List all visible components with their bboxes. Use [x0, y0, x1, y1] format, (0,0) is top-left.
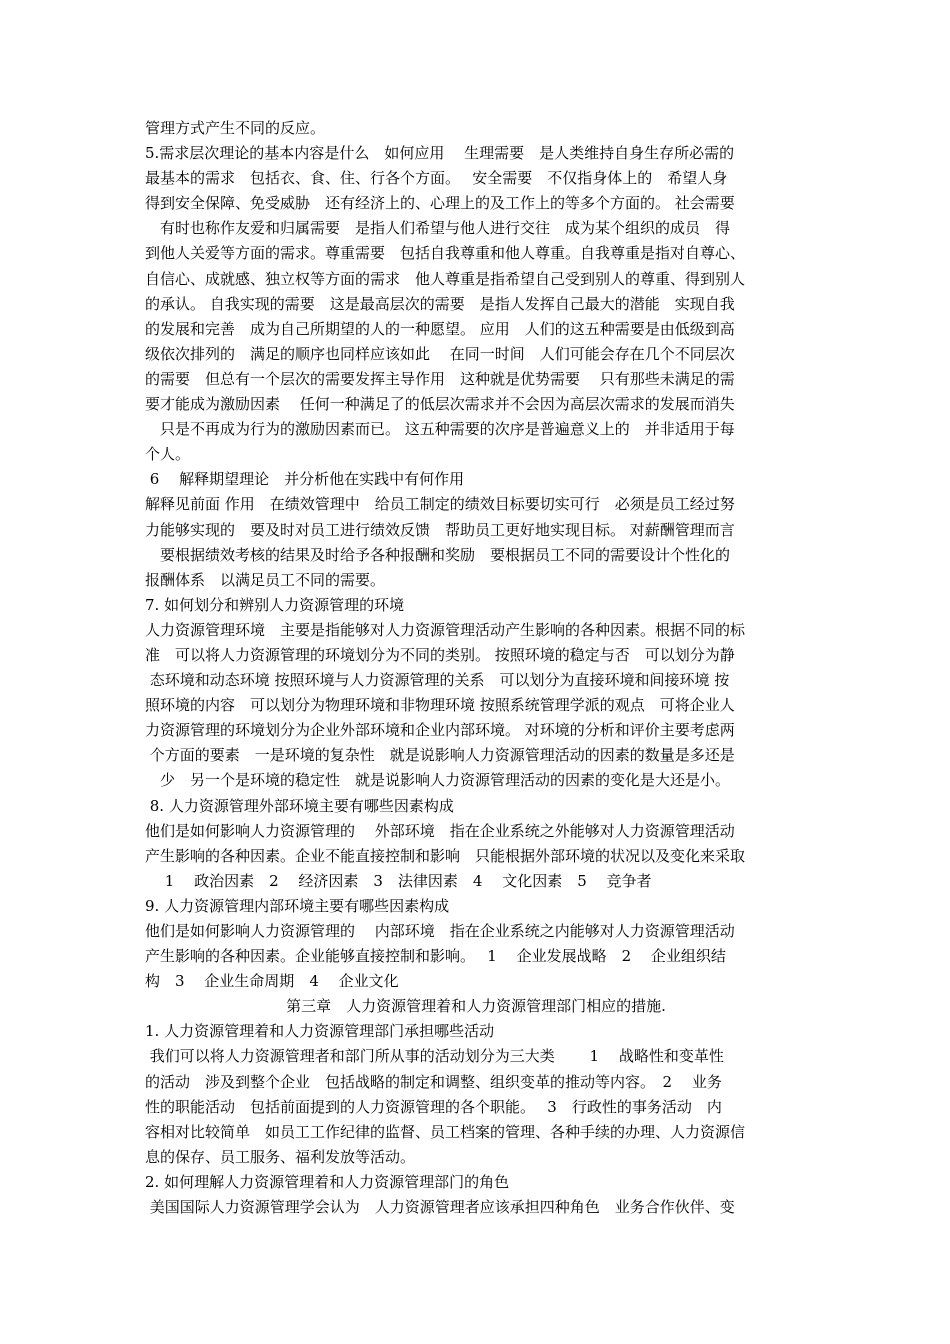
text-line: 1 政治因素 2 经济因素 3 法律因素 4 文化因素 5 竞争者: [145, 871, 652, 890]
text-line: 人力资源管理环境 主要是指能够对人力资源管理活动产生影响的各种因素。根据不同的标: [145, 620, 746, 639]
question-heading: 1. 人力资源管理着和人力资源管理部门承担哪些活动: [145, 1022, 495, 1041]
text-line: 他们是如何影响人力资源管理的 外部环境 指在企业系统之外能够对人力资源管理活动: [145, 821, 735, 840]
text-line: 容相对比较简单 如员工工作纪律的监督、员工档案的管理、各种手续的办理、人力资源信: [145, 1122, 746, 1141]
text-line: 管理方式产生不同的反应。: [145, 119, 326, 137]
text-line: 个方面的要素 一是环境的复杂性 就是说影响人力资源管理活动的因素的数量是多还是: [145, 746, 735, 765]
text-line: 得到安全保障、免受威胁 还有经济上的、心理上的及工作上的等多个方面的。 社会需要: [145, 194, 735, 213]
text-line: 最基本的需求 包括衣、食、住、行各个方面。 安全需要 不仅指身体上的 希望人身: [145, 169, 728, 188]
text-line: 构 3 企业生命周期 4 企业文化: [145, 972, 399, 991]
question-heading: 8. 人力资源管理外部环境主要有哪些因素构成: [145, 796, 454, 815]
text-line: 报酬体系 以满足员工不同的需要。: [145, 570, 386, 589]
text-line: 态环境和动态环境 按照环境与人力资源管理的关系 可以划分为直接环境和间接环境 按: [145, 671, 730, 690]
text-line: 的发展和完善 成为自己所期望的人的一种愿望。 应用 人们的这五种需要是由低级到高: [145, 319, 735, 338]
text-line: 照环境的内容 可以划分为物理环境和非物理环境 按照系统管理学派的观点 可将企业人: [145, 696, 735, 715]
text-line: 有时也称作友爱和归属需要 是指人们希望与他人进行交往 成为某个组织的成员 得: [145, 219, 731, 238]
text-line: 他们是如何影响人力资源管理的 内部环境 指在企业系统之内能够对人力资源管理活动: [145, 922, 735, 940]
text-line: 的承认。 自我实现的需要 这是最高层次的需要 是指人发挥自己最大的潜能 实现自我: [145, 294, 735, 313]
question-heading: 6 解释期望理论 并分析他在实践中有何作用: [145, 470, 465, 489]
text-line: 的活动 涉及到整个企业 包括战略的制定和调整、组织变革的推动等内容。 2 业务: [145, 1072, 722, 1091]
question-heading: 2. 如何理解人力资源管理着和人力资源管理部门的角色: [145, 1172, 510, 1191]
text-line: 要才能成为激励因素 任何一种满足了的低层次需求并不会因为高层次需求的发展而消失: [145, 395, 735, 414]
text-line: 解释见前面 作用 在绩效管理中 给员工制定的绩效目标要切实可行 必须是员工经过努: [145, 495, 735, 514]
question-heading: 7. 如何划分和辨别人力资源管理的环境: [145, 595, 405, 614]
text-line: 自信心、成就感、独立权等方面的需求 他人尊重是指希望自己受到别人的尊重、得到别人: [145, 269, 746, 288]
text-line: 我们可以将人力资源管理者和部门所从事的活动划分为三大类 1 战略性和变革性: [145, 1047, 724, 1066]
text-line: 息的保存、员工服务、福利发放等活动。: [145, 1147, 416, 1166]
text-line: 级依次排列的 满足的顺序也同样应该如此 在同一时间 人们可能会存在几个不同层次: [145, 344, 735, 363]
text-line: 力能够实现的 要及时对员工进行绩效反馈 帮助员工更好地实现目标。 对薪酬管理而言: [145, 520, 735, 539]
text-line: 产生影响的各种因素。企业能够直接控制和影响。 1 企业发展战略 2 企业组织结: [145, 947, 726, 966]
text-line: 性的职能活动 包括前面提到的人力资源管理的各个职能。 3 行政性的事务活动 内: [145, 1097, 722, 1116]
text-line: 少 另一个是环境的稳定性 就是说影响人力资源管理活动的因素的变化是大还是小。: [145, 771, 731, 790]
text-line: 美国国际人力资源管理学会认为 人力资源管理者应该承担四种角色 业务合作伙伴、变: [145, 1198, 735, 1217]
text-line: 力资源管理的环境划分为企业外部环境和企业内部环境。 对环境的分析和评价主要考虑两: [145, 721, 735, 740]
text-line: 的需要 但总有一个层次的需要发挥主导作用 这种就是优势需要 只有那些未满足的需: [145, 369, 735, 388]
text-line: 准 可以将人力资源管理的环境划分为不同的类别。 按照环境的稳定与否 可以划分为静: [145, 645, 735, 664]
chapter-heading: 第三章 人力资源管理着和人力资源管理部门相应的措施.: [286, 997, 666, 1016]
text-line: 产生影响的各种因素。企业不能直接控制和影响 只能根据外部环境的状况以及变化来采取: [145, 846, 746, 865]
document-body: [145, 116, 807, 1220]
question-heading: 5.需求层次理论的基本内容是什么 如何应用 生理需要 是人类维持自身生存所必需的: [145, 144, 735, 163]
question-heading: 9. 人力资源管理内部环境主要有哪些因素构成: [145, 896, 450, 915]
text-line: 到他人关爱等方面的需求。尊重需要 包括自我尊重和他人尊重。自我尊重是指对自尊心、: [145, 244, 746, 263]
text-line: 要根据绩效考核的结果及时给予各种报酬和奖励 要根据员工不同的需要设计个性化的: [145, 545, 731, 564]
text-line: 只是不再成为行为的激励因素而已。 这五种需要的次序是普遍意义上的 并非适用于每: [145, 420, 735, 439]
text-line: 个人。: [145, 445, 191, 464]
